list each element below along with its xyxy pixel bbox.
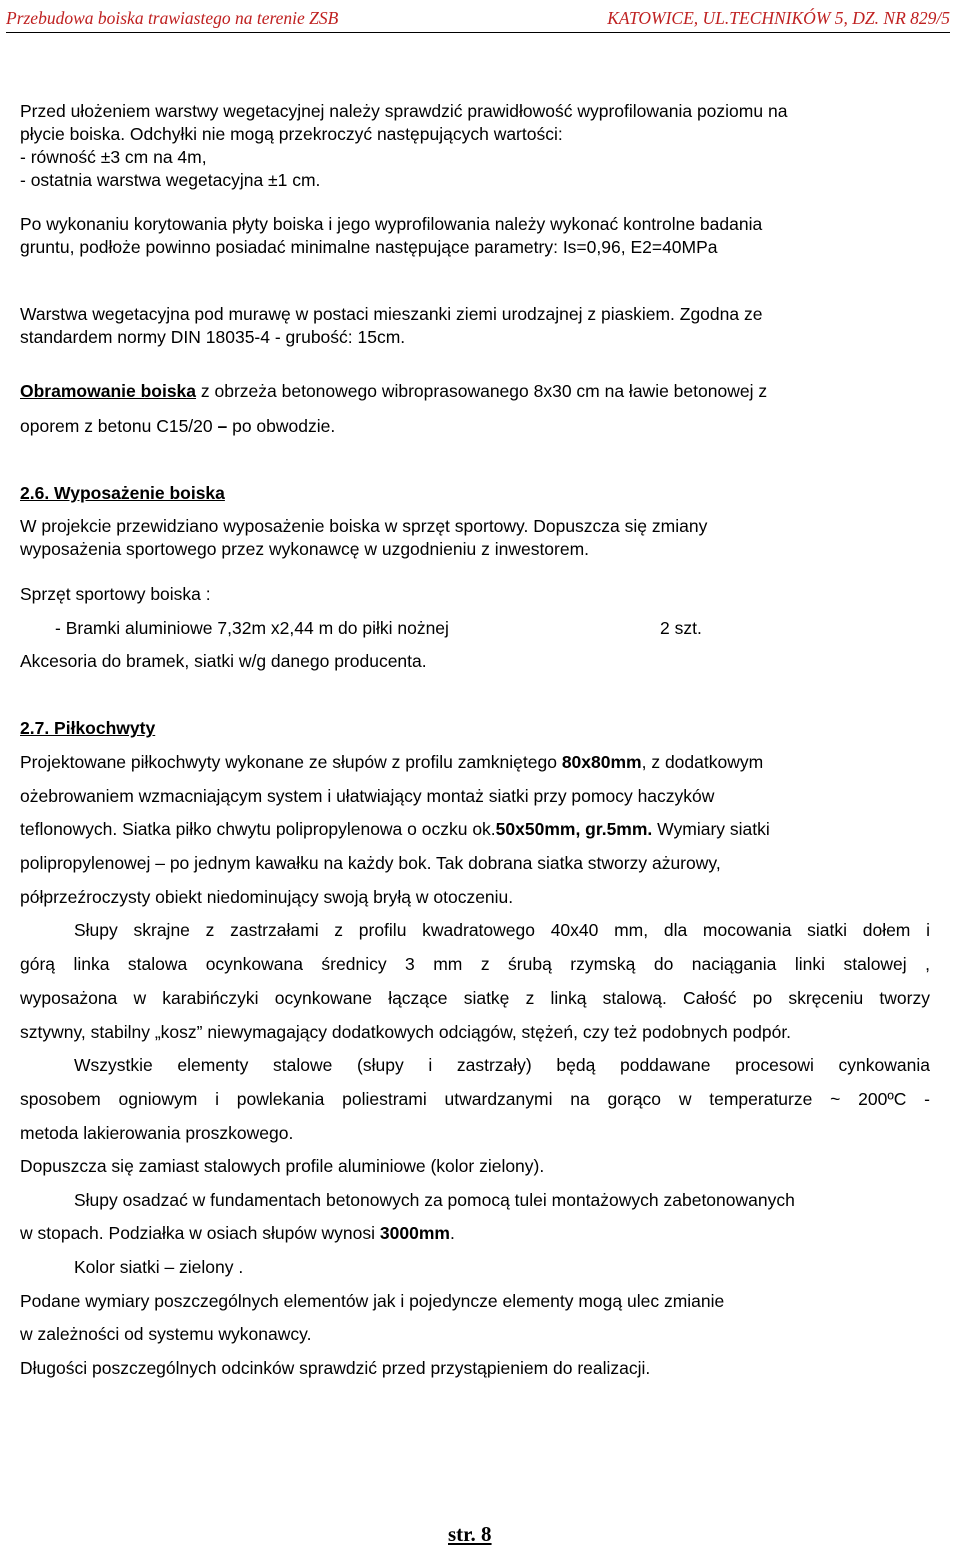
paragraph-line: Przed ułożeniem warstwy wegetacyjnej należy sprawdzić prawidłowość wyprofilowania poziomu na <box>20 101 788 121</box>
bold-value: 80x80mm <box>561 752 642 772</box>
dash: – <box>217 416 228 436</box>
paragraph-line: Słupy skrajne z zastrzałami z profilu kwadratowego 40x40 mm, dla mocowania siatki dołem i <box>74 920 930 940</box>
equipment-quantity: 2 szt. <box>660 618 702 638</box>
paragraph-text: . <box>449 1223 455 1243</box>
paragraph-line: W projekcie przewidziano wyposażenie boiska w sprzęt sportowy. Dopuszcza się zmiany <box>20 516 708 536</box>
equipment-item: - Bramki aluminiowe 7,32m x2,44 m do piłki nożnej <box>55 618 449 638</box>
paragraph-line: wyposażenia sportowego przez wykonawcę w uzgodnieniu z inwestorem. <box>20 539 590 559</box>
paragraph-line: wyposażona w karabińczyki ocynkowane łączące siatkę z linką stalową. Całość po skręceniu tworzy <box>20 988 930 1008</box>
running-header <box>6 6 950 33</box>
header-project-title: Przebudowa boiska trawiastego na terenie ZSB <box>6 8 339 28</box>
paragraph-line: Długości poszczególnych odcinków sprawdzić przed przystąpieniem do realizacji. <box>20 1358 651 1378</box>
paragraph-line <box>20 818 770 840</box>
paragraph-line: Akcesoria do bramek, siatki w/g danego producenta. <box>20 651 427 671</box>
paragraph-text: Projektowane piłkochwyty wykonane ze słupów z profilu zamkniętego <box>20 752 562 772</box>
section-heading: 2.7. Piłkochwyty <box>20 718 156 738</box>
paragraph-line <box>20 751 763 773</box>
paragraph-text: oporem z betonu C15/20 <box>20 416 218 436</box>
inline-heading: Obramowanie boiska <box>20 381 197 401</box>
paragraph-line: standardem normy DIN 18035-4 - grubość: 15cm. <box>20 327 406 347</box>
paragraph-line: sztywny, stabilny „kosz” niewymagający dodatkowych odciągów, stężeń, czy też podobnych podpór. <box>20 1022 792 1042</box>
list-item: - ostatnia warstwa wegetacyjna ±1 cm. <box>20 170 321 190</box>
paragraph-line: Sprzęt sportowy boiska : <box>20 584 211 604</box>
paragraph-text: teflonowych. Siatka piłko chwytu polipropylenowa o oczku ok. <box>20 819 496 839</box>
paragraph-line: w zależności od systemu wykonawcy. <box>20 1324 312 1344</box>
paragraph-line <box>20 380 767 402</box>
paragraph-text: , z dodatkowym <box>641 752 764 772</box>
paragraph-line: półprzeźroczysty obiekt niedominujący swoją bryłą w otoczeniu. <box>20 887 514 907</box>
paragraph-line: ożebrowaniem wzmacniającym system i ułatwiający montaż siatki przy pomocy haczyków <box>20 786 715 806</box>
paragraph-line: sposobem ogniowym i powlekania poliestrami utwardzanymi na gorąco w temperaturze ~ 200ºC - <box>20 1089 930 1109</box>
paragraph-text: Wymiary siatki <box>652 819 770 839</box>
section-heading: 2.6. Wyposażenie boiska <box>20 483 225 503</box>
paragraph-line: Warstwa wegetacyjna pod murawę w postaci mieszanki ziemi urodzajnej z piaskiem. Zgodna ze <box>20 304 763 324</box>
page-number: str. 8 <box>448 1522 492 1546</box>
paragraph-line: płycie boiska. Odchyłki nie mogą przekroczyć następujących wartości: <box>20 124 563 144</box>
bold-value: 50x50mm, gr.5mm. <box>495 819 653 839</box>
bold-value: 3000mm <box>379 1223 450 1243</box>
paragraph-line: Słupy osadzać w fundamentach betonowych za pomocą tulei montażowych zabetonowanych <box>74 1190 795 1210</box>
paragraph-line: polipropylenowej – po jednym kawałku na każdy bok. Tak dobrana siatka stworzy ażurowy, <box>20 853 721 873</box>
paragraph-line: Kolor siatki – zielony . <box>74 1257 244 1277</box>
header-address: KATOWICE, UL.TECHNIKÓW 5, DZ. NR 829/5 <box>607 8 950 28</box>
paragraph-line <box>20 1222 455 1244</box>
paragraph-line: Wszystkie elementy stalowe (słupy i zastrzały) będą poddawane procesowi cynkowania <box>74 1055 930 1075</box>
paragraph-text: po obwodzie. <box>227 416 336 436</box>
list-item: - równość ±3 cm na 4m, <box>20 147 207 167</box>
paragraph-line: Po wykonaniu korytowania płyty boiska i jego wyprofilowania należy wykonać kontrolne badania <box>20 214 763 234</box>
paragraph-line: gruntu, podłoże powinno posiadać minimalne następujące parametry: Is=0,96, E2=40MPa <box>20 237 718 257</box>
paragraph-line: górą linka stalowa ocynkowana średnicy 3 mm z śrubą rzymską do naciągania linki stalowej , <box>20 954 930 974</box>
paragraph-line: metoda lakierowania proszkowego. <box>20 1123 294 1143</box>
paragraph-line <box>20 415 335 437</box>
paragraph-text: z obrzeża betonowego wibroprasowanego 8x30 cm na ławie betonowej z <box>196 381 768 401</box>
paragraph-text: w stopach. Podziałka w osiach słupów wynosi <box>20 1223 380 1243</box>
paragraph-line: Podane wymiary poszczególnych elementów jak i pojedyncze elementy mogą ulec zmianie <box>20 1291 725 1311</box>
paragraph-line: Dopuszcza się zamiast stalowych profile aluminiowe (kolor zielony). <box>20 1156 545 1176</box>
